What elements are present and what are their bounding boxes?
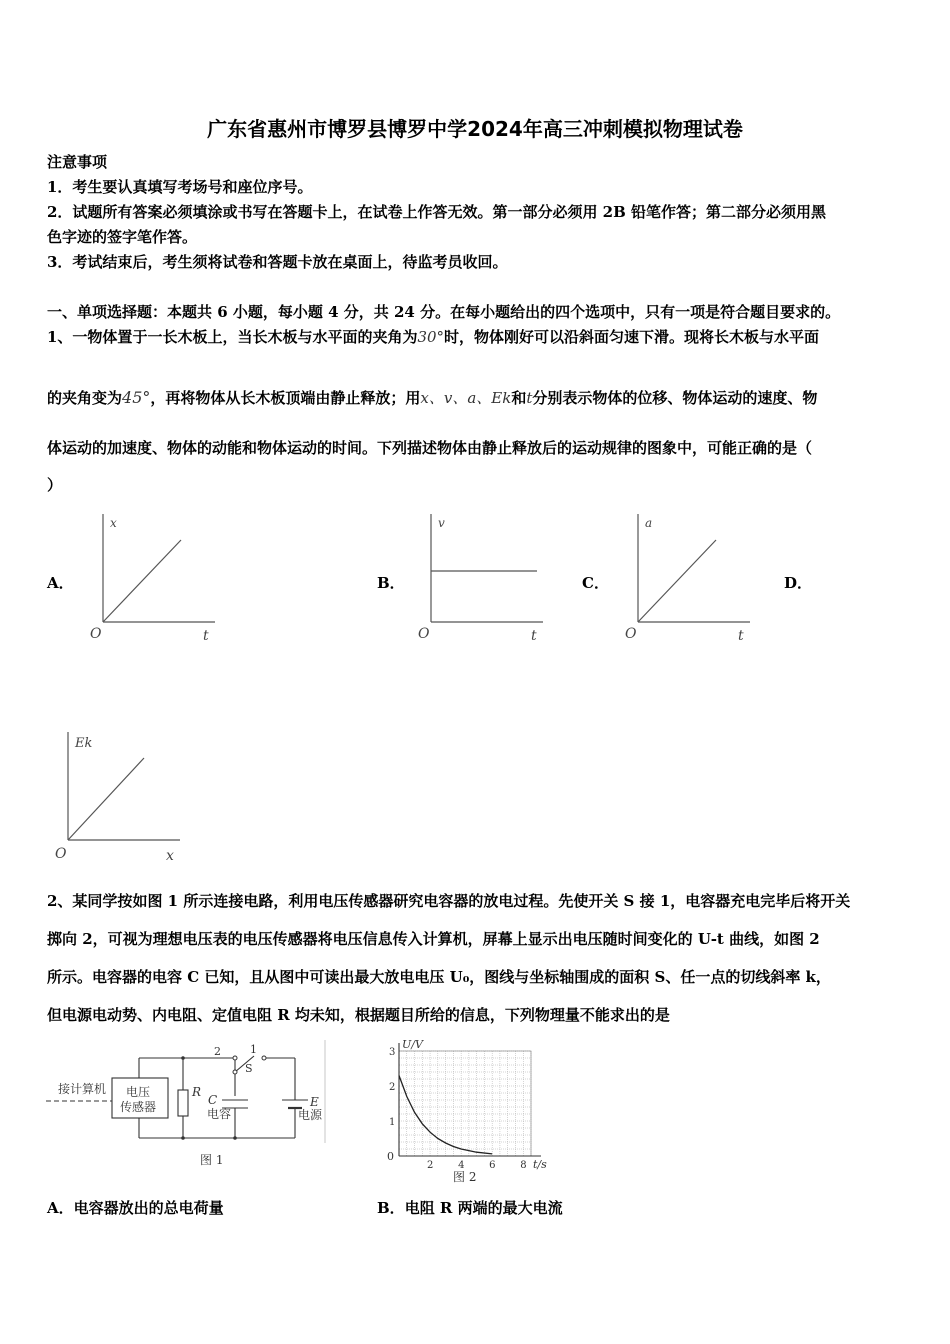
graph-line bbox=[638, 540, 716, 622]
notice-item: 色字迹的签字笔作答。 bbox=[47, 228, 198, 246]
y-axis-label: U/V bbox=[402, 1038, 423, 1051]
origin-label: O bbox=[418, 626, 430, 642]
option-c-label: C． bbox=[582, 574, 609, 592]
q2-option-a bbox=[47, 1198, 224, 1218]
origin-label: O bbox=[55, 846, 67, 862]
q1-line4: ） bbox=[47, 476, 63, 494]
junction-dot bbox=[181, 1136, 185, 1140]
option-a-label: A． bbox=[47, 574, 74, 592]
figure-1-caption: 图 1 bbox=[200, 1153, 224, 1167]
option-b-label: B． bbox=[377, 574, 405, 592]
y-axis-label: x bbox=[110, 516, 117, 530]
y-tick-label: 3 bbox=[389, 1047, 396, 1058]
y-tick-label: 1 bbox=[389, 1117, 396, 1128]
q1-line3: 体运动的加速度、物体的动能和物体运动的时间。下列描述物体由静止释放后的运动规律的图象中，可能正确的是（ bbox=[47, 439, 813, 457]
option-label: A． bbox=[47, 1199, 74, 1217]
q2-line4: 但电源电动势、内电阻、定值电阻 R 均未知，根据题目所给的信息，下列物理量不能求出的是 bbox=[47, 1006, 670, 1024]
x-tick-label: 4 bbox=[458, 1160, 465, 1171]
switch-contact-1 bbox=[262, 1056, 266, 1060]
q1-text: 的夹角变为 bbox=[47, 389, 123, 407]
switch-contact-2 bbox=[233, 1056, 237, 1060]
computer-label: 接计算机 bbox=[58, 1082, 107, 1096]
figure-2-chart bbox=[375, 1036, 565, 1186]
variables: x、v、a、Ek bbox=[420, 389, 512, 407]
q2-line2: 掷向 2，可视为理想电压表的电压传感器将电压信息传入计算机，屏幕上显示出电压随时间变化的 U-t 曲线，如图 2 bbox=[47, 930, 820, 948]
q1-text: 时，物体刚好可以沿斜面匀速下滑。现将长木板与水平面 bbox=[444, 328, 820, 346]
graph-line bbox=[103, 540, 181, 622]
q1-text: ，再将物体从长木板顶端由静止释放；用 bbox=[150, 389, 421, 407]
x-tick-label: 2 bbox=[427, 1160, 434, 1171]
c-label: C bbox=[208, 1093, 218, 1107]
pos1-label: 1 bbox=[250, 1043, 257, 1056]
origin-label: O bbox=[625, 626, 637, 642]
origin-label: O bbox=[90, 626, 102, 642]
option-text: 电阻 R 两端的最大电流 bbox=[404, 1199, 563, 1217]
option-text: 电容器放出的总电荷量 bbox=[73, 1199, 224, 1217]
origin-label: 0 bbox=[387, 1150, 394, 1163]
x-axis-label: t bbox=[531, 628, 537, 644]
x-tick-label: 6 bbox=[489, 1160, 496, 1171]
y-axis-label: a bbox=[645, 516, 653, 530]
notice-item: 1．考生要认真填写考场号和座位序号。 bbox=[47, 178, 313, 196]
notice-item: 3．考试结束后，考生须将试卷和答题卡放在桌面上，待监考员收回。 bbox=[47, 253, 508, 271]
y-axis-label: v bbox=[438, 516, 445, 530]
q1-text: 和 bbox=[511, 389, 527, 407]
y-axis-label: Ek bbox=[75, 736, 93, 751]
switch-contact bbox=[233, 1070, 237, 1074]
resistor-r bbox=[178, 1090, 188, 1116]
angle-30: 30° bbox=[417, 328, 445, 346]
section-heading: 一、单项选择题：本题共 6 小题，每小题 4 分，共 24 分。在每小题给出的四个选项中，只有一项是符合题目要求的。 bbox=[47, 303, 841, 321]
x-tick-label: 8 bbox=[520, 1160, 527, 1171]
page-title: 广东省惠州市博罗县博罗中学2024年高三冲刺模拟物理试卷 bbox=[207, 117, 743, 141]
option-d-label: D． bbox=[784, 574, 813, 592]
q2-option-b bbox=[377, 1198, 563, 1218]
figure-2-caption: 图 2 bbox=[453, 1170, 477, 1184]
s-label: S bbox=[245, 1062, 253, 1075]
option-label: B． bbox=[377, 1199, 405, 1217]
e-label: E bbox=[310, 1095, 319, 1109]
grid-border bbox=[399, 1051, 531, 1156]
notice-heading: 注意事项 bbox=[47, 153, 108, 171]
q1-line1 bbox=[47, 327, 819, 347]
capacitor-label: 电容 bbox=[207, 1107, 232, 1121]
r-label: R bbox=[192, 1085, 202, 1099]
x-axis-label: x bbox=[166, 848, 174, 864]
sensor-label-1: 电压 bbox=[126, 1085, 151, 1099]
q1-text: 分别表示物体的位移、物体运动的速度、物 bbox=[532, 389, 818, 407]
y-tick-label: 2 bbox=[389, 1082, 396, 1093]
x-axis-label: t/s bbox=[533, 1158, 547, 1171]
source-label: 电源 bbox=[298, 1108, 323, 1122]
q2-line1: 2、某同学按如图 1 所示连接电路，利用电压传感器研究电容器的放电过程。先使开关 S 接 1，电容器充电完毕后将开关 bbox=[47, 892, 851, 910]
junction-dot bbox=[233, 1136, 237, 1140]
notice-item: 2．试题所有答案必须填涂或书写在答题卡上，在试卷上作答无效。第一部分必须用 2B 铅笔作答；第二部分必须用黑 bbox=[47, 203, 827, 221]
x-axis-label: t bbox=[203, 628, 209, 644]
angle-45: 45° bbox=[122, 388, 151, 407]
graph-line bbox=[68, 758, 144, 840]
chart-grid bbox=[399, 1051, 531, 1156]
q1-text: 1、一物体置于一长木板上，当长木板与水平面的夹角为 bbox=[47, 328, 418, 346]
graph-d bbox=[50, 728, 190, 868]
x-axis-label: t bbox=[738, 628, 744, 644]
q2-line3: 所示。电容器的电容 C 已知，且从图中可读出最大放电电压 U₀，图线与坐标轴围成的面积 S、任一点的切线斜率 k， bbox=[47, 968, 831, 986]
q1-line2 bbox=[47, 388, 817, 408]
pos2-label: 2 bbox=[214, 1045, 221, 1058]
variable-t: t bbox=[526, 389, 533, 407]
graph-c bbox=[620, 510, 760, 650]
graph-b bbox=[413, 510, 553, 650]
junction-dot bbox=[181, 1056, 185, 1060]
figure-1-circuit bbox=[42, 1038, 332, 1173]
sensor-label-2: 传感器 bbox=[120, 1100, 157, 1114]
graph-a bbox=[85, 510, 225, 650]
